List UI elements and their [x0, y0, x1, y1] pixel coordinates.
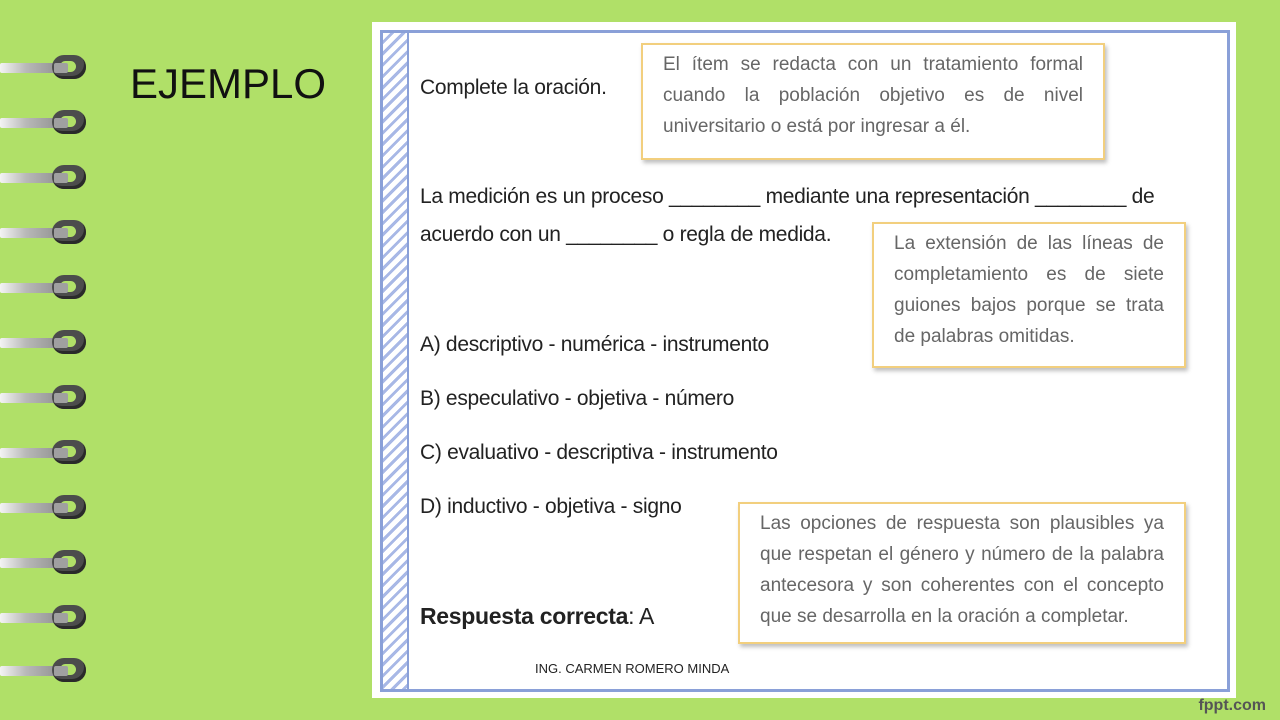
question-stem-line2: acuerdo con un ________ o regla de medida.	[420, 223, 832, 246]
ring-icon	[0, 220, 90, 246]
note-formal-treatment: El ítem se redacta con un tratamiento formal cuando la población objetivo es de nivel universitario o está por ingresar a él.	[641, 43, 1105, 160]
instruction-text: Complete la oración.	[420, 76, 607, 99]
question-stem-line1: La medición es un proceso ________ mediante una representación ________ de	[420, 185, 1155, 208]
ring-icon	[0, 495, 90, 521]
footer-author: ING. CARMEN ROMERO MINDA	[535, 661, 730, 676]
slide-title: EJEMPLO	[130, 60, 327, 107]
panel-frame	[380, 30, 1230, 692]
ring-icon	[0, 440, 90, 466]
option-c: C) evaluativo - descriptiva - instrumento	[420, 441, 778, 464]
ring-icon	[0, 275, 90, 301]
option-d: D) inductivo - objetiva - signo	[420, 495, 682, 518]
option-a: A) descriptivo - numérica - instrumento	[420, 333, 769, 356]
ring-icon	[0, 550, 90, 576]
ring-icon	[0, 658, 90, 684]
ring-icon	[0, 385, 90, 411]
ring-icon	[0, 605, 90, 631]
ring-icon	[0, 110, 90, 136]
ring-icon	[0, 330, 90, 356]
notebook-rings	[0, 0, 100, 720]
ring-icon	[0, 165, 90, 191]
note-plausible-options: Las opciones de respuesta son plausibles ya que respetan el género y número de la palabra antecesora y son coherentes con el concepto que se desarrolla en la oración a completar.	[738, 502, 1186, 644]
striped-margin	[383, 33, 409, 689]
brand-watermark: fppt.com	[1198, 697, 1266, 714]
option-b: B) especulativo - objetiva - número	[420, 387, 734, 410]
correct-answer-label: Respuesta correcta	[420, 603, 629, 629]
ring-icon	[0, 55, 90, 81]
correct-answer	[420, 603, 654, 630]
correct-answer-value: : A	[628, 603, 655, 629]
note-blank-lines: La extensión de las líneas de completamiento es de siete guiones bajos porque se trata de palabras omitidas.	[872, 222, 1186, 368]
example-panel	[372, 22, 1236, 698]
